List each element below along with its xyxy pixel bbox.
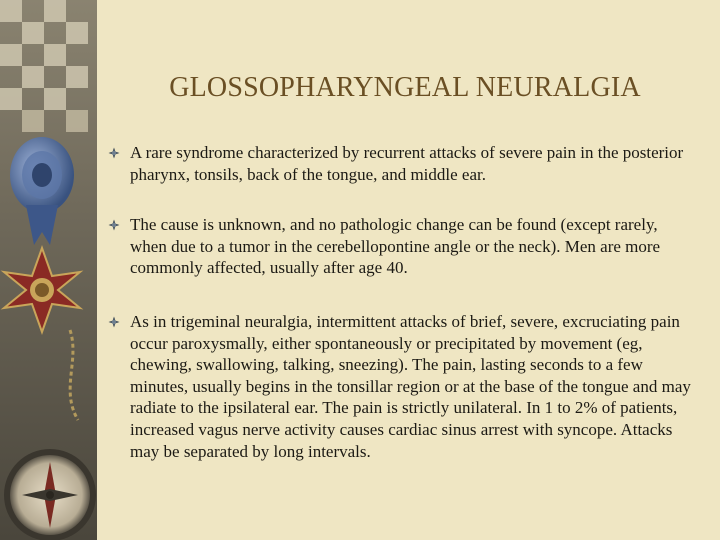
diamond-sparkle-icon [108,316,120,328]
diamond-sparkle-icon [108,219,120,231]
compass [4,449,96,540]
diamond-sparkle-icon [108,147,120,159]
bullet-text: The cause is unknown, and no pathologic change can be found (except rarely, when due to a tumor in the cerebellopontine angle or the neck). Men are more commonly affected, usually after age 40. [130,215,661,278]
bullet-item [108,142,698,185]
bullet-item [108,311,698,462]
slide-title: GLOSSOPHARYNGEAL NEURALGIA [169,72,641,103]
bullet-item [108,214,698,279]
bullet-text: A rare syndrome characterized by recurrent attacks of severe pain in the posterior pharynx, tonsils, back of the tongue, and middle ear. [130,143,684,184]
bullet-text: As in trigeminal neuralgia, intermittent attacks of brief, severe, excruciating pain occur paroxysmally, either spontaneously or precipitated by movement (eg, chewing, swallowing, talking, sneezing). The pain, lasting seconds to a few minutes, usually begins in the tonsillar region or at the base of the tongue and may radiate to the ipsilateral ear. The pain is strictly unilateral. In 1 to 2% of patients, increased vagus nerve activity causes cardiac sinus arrest with syncope. Attacks may be separated by long intervals. [130,312,691,461]
medal-and-compass-illustration [0,0,97,540]
decorative-image-band [0,0,97,540]
